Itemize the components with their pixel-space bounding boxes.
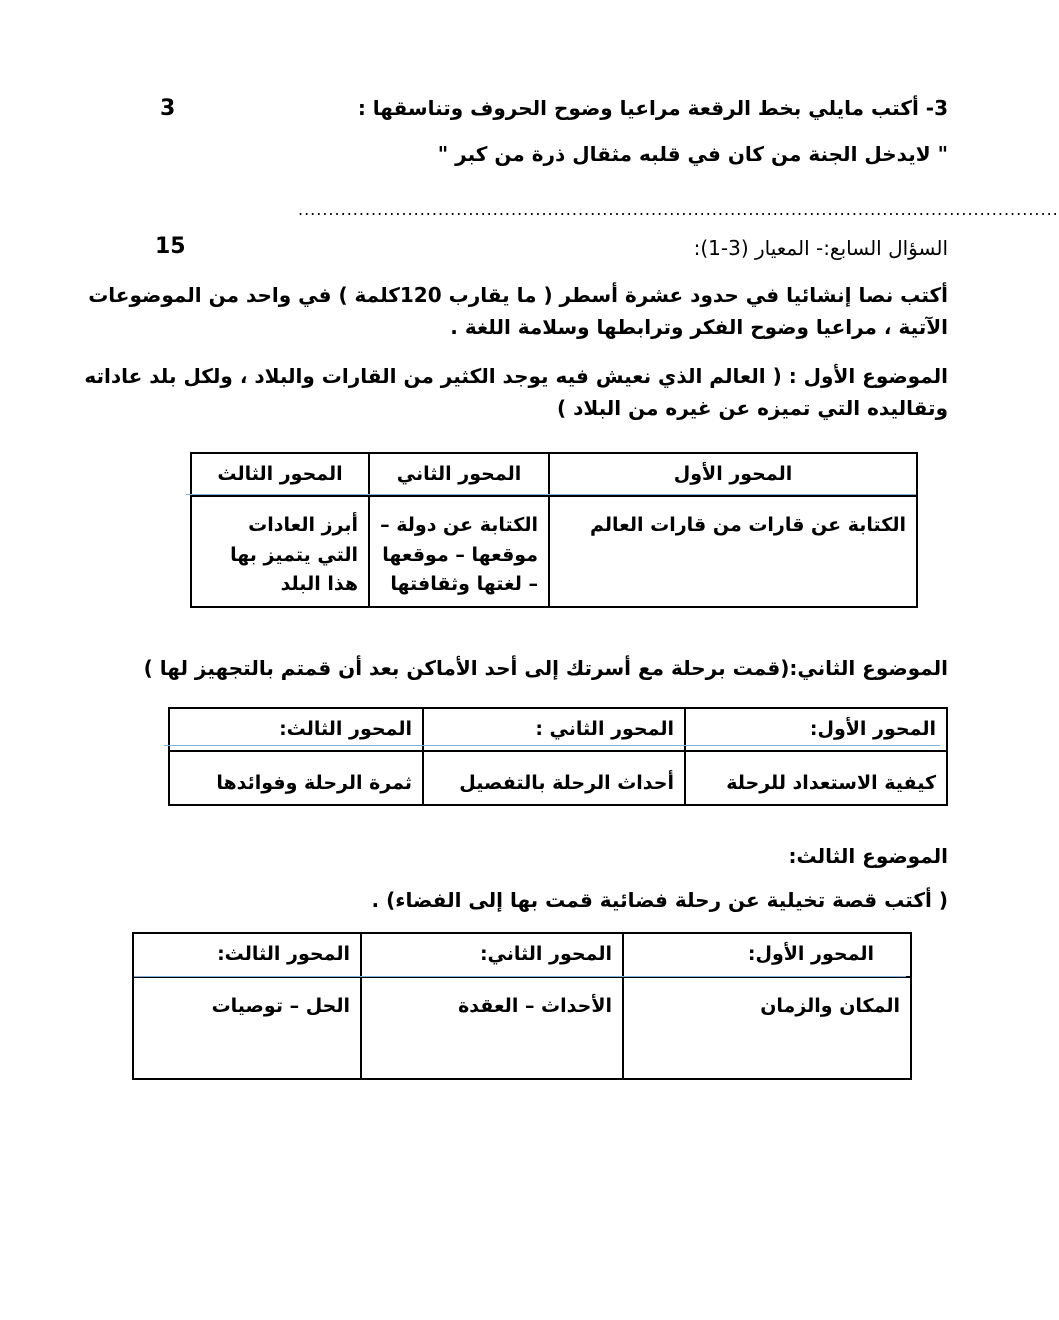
writing-dotted-line: .............................................................................................................................: [298, 200, 1059, 219]
topic3-cell-1: المكان والزمان: [623, 977, 911, 1079]
topic1-line2: وتقاليده التي تميزه عن غيره من البلاد ): [557, 396, 948, 420]
topic1-header-2: المحور الثاني: [369, 453, 549, 496]
question7-instructions-line1: أكتب نصا إنشائيا في حدود عشرة أسطر ( ما يقارب 120كلمة ) في واحد من الموضوعات: [88, 283, 948, 307]
section3-heading: 3- أكتب مايلي بخط الرقعة مراعيا وضوح الحروف وتناسقها :: [357, 96, 948, 120]
question7-instructions-line2: الآتية ، مراعيا وضوح الفكر وترابطها وسلامة اللغة .: [450, 315, 948, 339]
table-rule: [134, 976, 906, 977]
topic3-cell-2: الأحداث – العقدة: [361, 977, 623, 1079]
topic1-table: [190, 452, 918, 608]
topic3-line1: ( أكتب قصة تخيلية عن رحلة فضائية قمت بها إلى الفضاء) .: [371, 888, 948, 912]
topic3-header-3: المحور الثالث:: [133, 933, 361, 977]
table-rule: [164, 745, 940, 746]
topic2-header-3: المحور الثالث:: [169, 708, 423, 751]
topic3-header-1: المحور الأول:: [623, 933, 911, 977]
topic2-cell-1: كيفية الاستعداد للرحلة: [685, 751, 947, 805]
topic3-table: [132, 932, 912, 1080]
question7-heading: السؤال السابع:- المعيار (3-1):: [693, 236, 948, 260]
table-rule: [186, 494, 916, 495]
topic1-cell-2: الكتابة عن دولة – موقعها – موقعها – لغتها وثقافتها: [369, 496, 549, 606]
topic2-cell-3: ثمرة الرحلة وفوائدها: [169, 751, 423, 805]
topic2-table: [168, 707, 948, 806]
topic1-header-3: المحور الثالث: [191, 453, 369, 496]
section3-quote: " لايدخل الجنة من كان في قلبه مثقال ذرة من كبر ": [437, 142, 948, 166]
section3-score: 3: [160, 96, 176, 121]
topic1-cell-1: الكتابة عن قارات من قارات العالم: [549, 496, 917, 606]
topic3-cell-3: الحل – توصيات: [133, 977, 361, 1079]
topic3-title: الموضوع الثالث:: [788, 844, 948, 868]
topic3-header-2: المحور الثاني:: [361, 933, 623, 977]
topic2-cell-2: أحداث الرحلة بالتفصيل: [423, 751, 685, 805]
question7-score: 15: [155, 234, 186, 259]
topic2-header-2: المحور الثاني :: [423, 708, 685, 751]
topic1-header-1: المحور الأول: [549, 453, 917, 496]
topic1-line1: الموضوع الأول : ( العالم الذي نعيش فيه يوجد الكثير من القارات والبلاد ، ولكل بلد عاداته: [84, 364, 948, 388]
topic2-line1: الموضوع الثاني:(قمت برحلة مع أسرتك إلى أحد الأماكن بعد أن قمتم بالتجهيز لها ): [143, 656, 948, 680]
topic1-cell-3: أبرز العادات التي يتميز بها هذا البلد: [191, 496, 369, 606]
topic2-header-1: المحور الأول:: [685, 708, 947, 751]
